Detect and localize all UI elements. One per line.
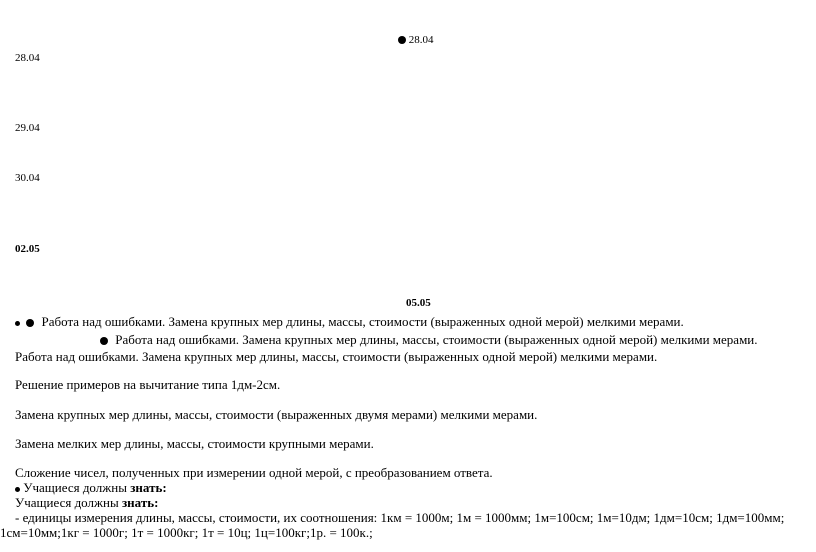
date-02-05: 02.05 — [15, 243, 40, 255]
addition-text: Сложение чисел, полученных при измерении одной мерой, с преобразованием ответа. — [15, 465, 493, 480]
must-know-prefix-1: Учащиеся должны — [23, 480, 131, 495]
small-to-large-text: Замена мелких мер длины, массы, стоимости крупными мерами. — [15, 436, 374, 451]
units-line-1: - единицы измерения длины, массы, стоимости, их соотношения: 1км = 1000м; 1м = 1000мм; 1м=100см; 1м=10дм; 1дм=10см; 1дм=100мм; — [15, 510, 785, 525]
bullet-icon — [15, 487, 20, 492]
date-28-04: 28.04 — [15, 52, 40, 64]
two-measures-text: Замена крупных мер длины, массы, стоимости (выраженных двумя мерами) мелкими мерами. — [15, 407, 538, 422]
work-errors-text-2: Работа над ошибками. Замена крупных мер длины, массы, стоимости (выраженных одной мерой) мелкими мерами. — [115, 332, 758, 347]
bullet-icon — [15, 321, 20, 326]
must-know-line-2 — [15, 496, 158, 509]
subtraction-text: Решение примеров на вычитание типа 1дм-2см. — [15, 377, 281, 392]
bullet-icon — [398, 36, 406, 44]
date-05-05: 05.05 — [406, 297, 431, 309]
bullet-icon — [26, 319, 34, 327]
must-know-prefix-2: Учащиеся должны — [15, 495, 122, 510]
must-know-line-1 — [15, 481, 167, 494]
lesson-line-2 — [100, 333, 758, 346]
must-know-bold-1: знать: — [130, 480, 167, 495]
work-errors-text-1: Работа над ошибками. Замена крупных мер длины, массы, стоимости (выраженных одной мерой) мелкими мерами. — [41, 314, 684, 329]
lesson-line-1 — [15, 315, 684, 328]
date-29-04: 29.04 — [15, 122, 40, 134]
date-bullet-item — [398, 35, 434, 46]
bullet-icon — [100, 337, 108, 345]
work-errors-text-3: Работа над ошибками. Замена крупных мер длины, массы, стоимости (выраженных одной мерой) мелкими мерами. — [15, 349, 658, 364]
must-know-bold-2: знать: — [121, 495, 159, 510]
date-28-04-bullet: 28.04 — [408, 34, 434, 46]
units-line-2: 1см=10мм;1кг = 1000г; 1т = 1000кг; 1т = 10ц; 1ц=100кг;1р. = 100к.; — [0, 525, 373, 540]
date-30-04: 30.04 — [15, 172, 40, 184]
